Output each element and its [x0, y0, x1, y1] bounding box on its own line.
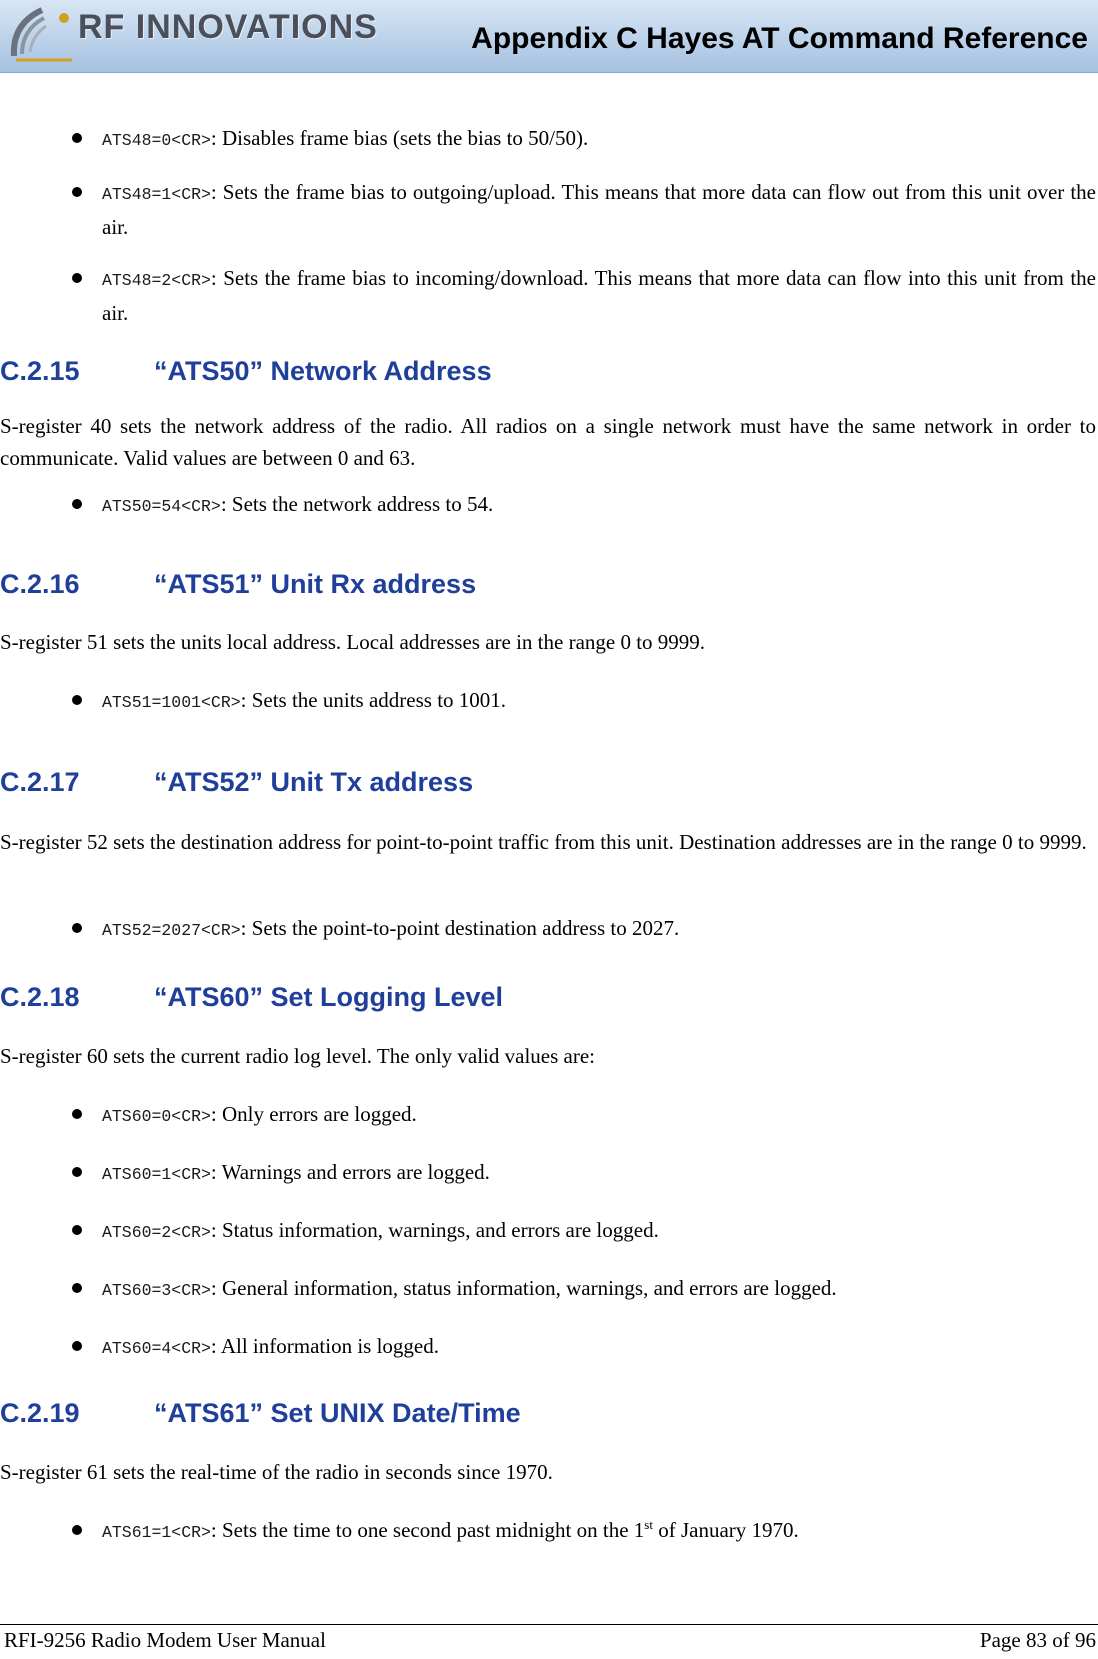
- command-description: : Sets the network address to 54.: [220, 492, 494, 516]
- section-title: “ATS61” Set UNIX Date/Time: [154, 1398, 521, 1428]
- section-number: C.2.16: [0, 569, 80, 599]
- section-paragraph: S-register 51 sets the units local address. Local addresses are in the range 0 to 9999.: [0, 630, 706, 654]
- section-title: “ATS60” Set Logging Level: [154, 982, 504, 1012]
- footer-page-number: Page 83 of 96: [979, 1628, 1096, 1652]
- section-title: “ATS51” Unit Rx address: [154, 569, 477, 599]
- bullet-icon: [72, 1525, 82, 1535]
- command-code: ATS60=2<CR>: [102, 1223, 211, 1242]
- command-code: ATS60=1<CR>: [102, 1165, 211, 1184]
- command-code: ATS48=1<CR>: [102, 185, 211, 204]
- command-description: : Sets the time to one second past midnight on the 1: [210, 1518, 645, 1542]
- bullet-icon: [72, 923, 82, 933]
- command-description: : Only errors are logged.: [210, 1102, 417, 1126]
- bullet-icon: [72, 499, 82, 509]
- bullet-icon: [72, 133, 82, 143]
- command-code: ATS61=1<CR>: [102, 1523, 211, 1542]
- command-description: : Sets the frame bias to incoming/download. This means that more data can flow into this unit from the air.: [102, 266, 1096, 325]
- dish-icon: [6, 4, 78, 66]
- footer-manual-title: RFI-9256 Radio Modem User Manual: [4, 1628, 326, 1652]
- section-number: C.2.19: [0, 1398, 80, 1428]
- command-code: ATS50=54<CR>: [102, 497, 221, 516]
- bullet-icon: [72, 1283, 82, 1293]
- section-title: “ATS50” Network Address: [154, 356, 492, 386]
- bullet-icon: [72, 273, 82, 283]
- bullet-icon: [72, 695, 82, 705]
- command-description: : Sets the frame bias to outgoing/upload. This means that more data can flow out from this unit over the air.: [102, 180, 1096, 239]
- bullet-icon: [72, 187, 82, 197]
- section-number: C.2.15: [0, 356, 80, 386]
- bullet-icon: [72, 1109, 82, 1119]
- superscript: st: [644, 1517, 653, 1532]
- section-paragraph: S-register 40 sets the network address of the radio. All radios on a single network must have the same network in order to communicate. Valid values are between 0 and 63.: [0, 414, 1096, 470]
- footer-divider: [0, 1624, 1098, 1625]
- page-header: [0, 0, 1098, 73]
- command-code: ATS60=4<CR>: [102, 1339, 211, 1358]
- command-description: : Sets the units address to 1001.: [240, 688, 507, 712]
- section-paragraph: S-register 60 sets the current radio log level. The only valid values are:: [0, 1044, 596, 1068]
- command-description: : Status information, warnings, and errors are logged.: [210, 1218, 659, 1242]
- bullet-icon: [72, 1341, 82, 1351]
- page-header-title: Appendix C Hayes AT Command Reference: [471, 22, 1088, 55]
- command-description: : Disables frame bias (sets the bias to 50/50).: [210, 126, 589, 150]
- bullet-icon: [72, 1225, 82, 1235]
- command-description: : General information, status information, warnings, and errors are logged.: [210, 1276, 837, 1300]
- section-title: “ATS52” Unit Tx address: [154, 767, 474, 797]
- section-number: C.2.17: [0, 767, 80, 797]
- command-code: ATS60=3<CR>: [102, 1281, 211, 1300]
- bullet-icon: [72, 1167, 82, 1177]
- section-number: C.2.18: [0, 982, 80, 1012]
- command-description: : Sets the point-to-point destination address to 2027.: [240, 916, 680, 940]
- command-code: ATS60=0<CR>: [102, 1107, 211, 1126]
- command-description-end: of January 1970.: [652, 1518, 799, 1542]
- command-code: ATS48=2<CR>: [102, 271, 211, 290]
- command-description: : All information is logged.: [210, 1334, 439, 1358]
- section-paragraph: S-register 52 sets the destination address for point-to-point traffic from this unit. Destination addresses are in the range 0 to 9999.: [0, 830, 1087, 854]
- command-code: ATS52=2027<CR>: [102, 921, 241, 940]
- rf-innovations-logo: [6, 4, 378, 66]
- section-paragraph: S-register 61 sets the real-time of the radio in seconds since 1970.: [0, 1460, 553, 1484]
- command-description: : Warnings and errors are logged.: [210, 1160, 490, 1184]
- command-code: ATS48=0<CR>: [102, 131, 211, 150]
- logo-text: RF INNOVATIONS: [78, 8, 378, 46]
- command-code: ATS51=1001<CR>: [102, 693, 241, 712]
